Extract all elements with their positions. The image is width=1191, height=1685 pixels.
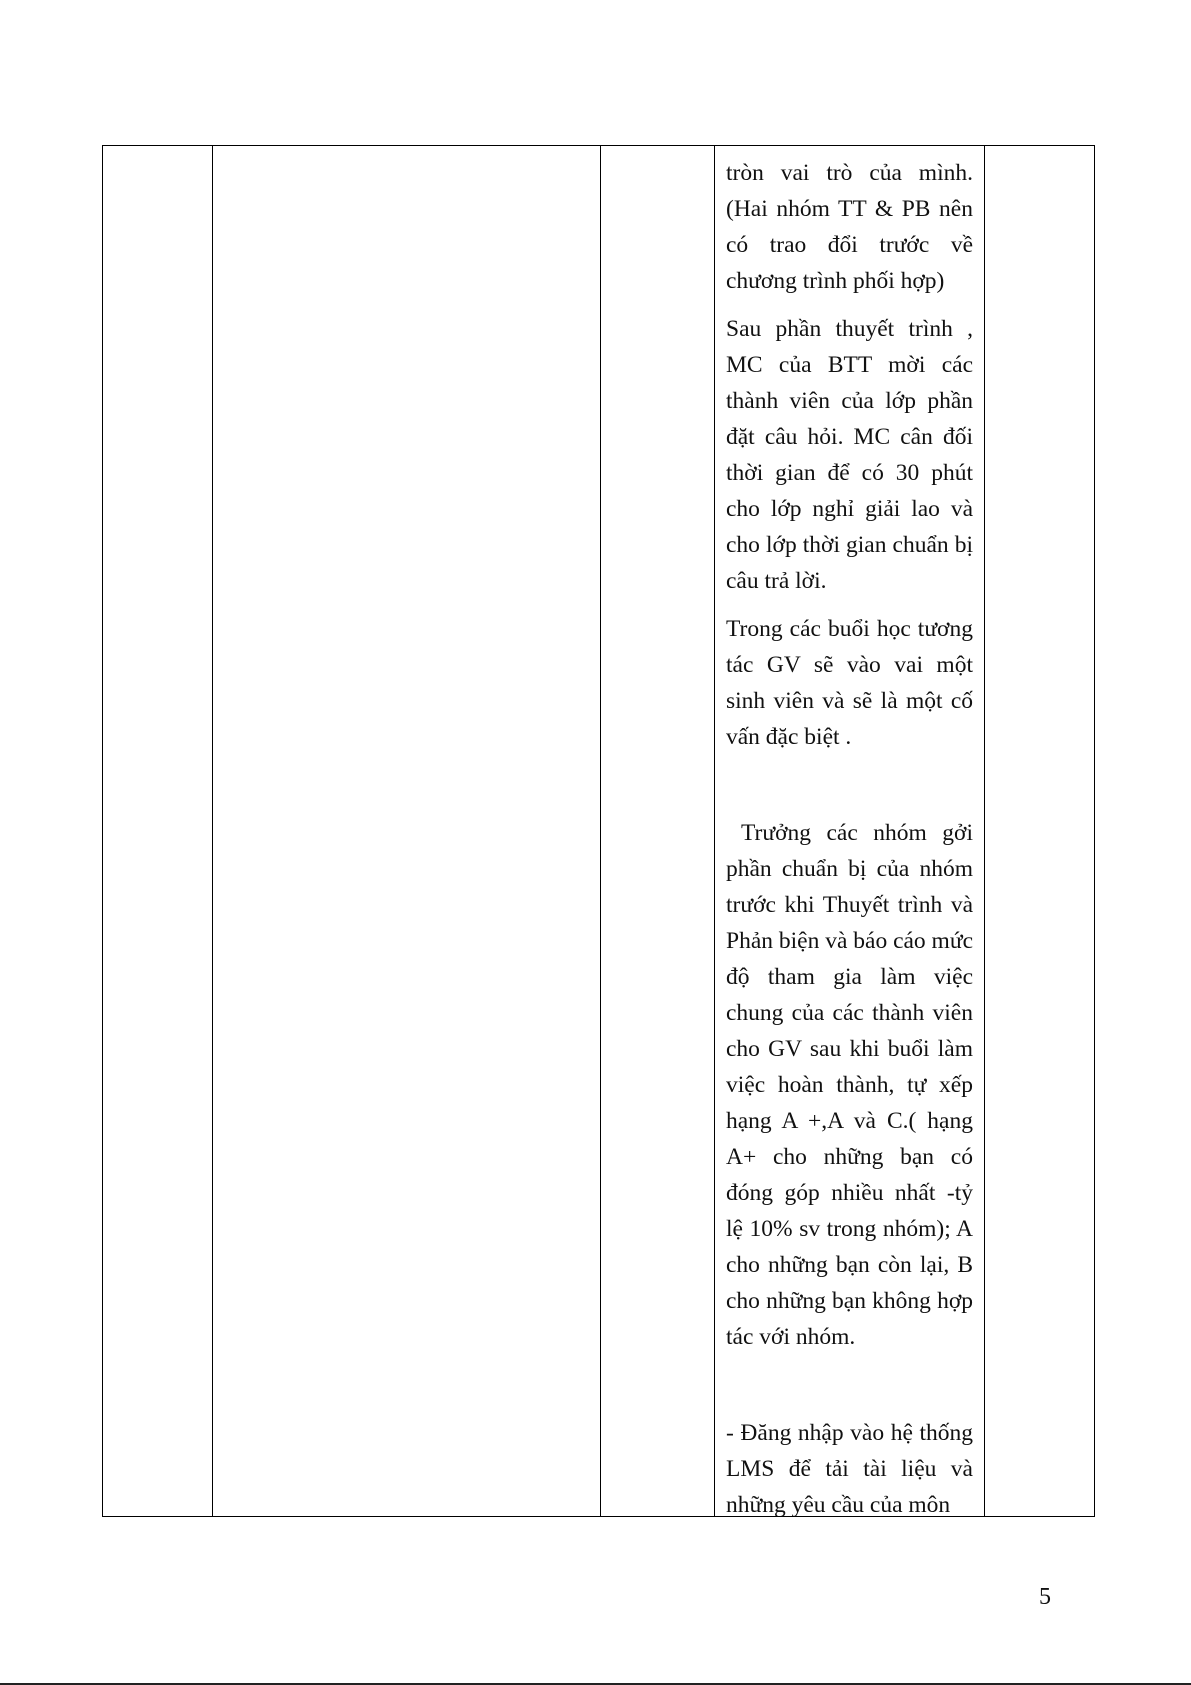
table-cell-col1 xyxy=(103,146,213,1517)
paragraph-group-leaders: Trưởng các nhóm gởi phần chuẩn bị của nhóm trước khi Thuyết trình và Phản biện và báo cáo mức độ tham gia làm việc chung của các thành viên cho GV sau khi buổi làm việc hoàn thành, tự xếp hạng A +,A và C.( hạng A+ cho những bạn có đóng góp nhiều nhất -tỷ lệ 10% sv trong nhóm); A cho những bạn còn lại, B cho những bạn không hợp tác với nhóm. xyxy=(726,820,974,1350)
table-cell-col4 xyxy=(715,146,985,1517)
table-cell-col3 xyxy=(601,146,715,1517)
paragraph-lms-login: - Đăng nhập vào hệ thống LMS để tải tài liệu và những yêu cầu của môn xyxy=(726,1420,973,1516)
paragraph-gv-role: Trong các buổi học tương tác GV sẽ vào vai một sinh viên và sẽ là một cố vấn đặc biệt . xyxy=(726,616,973,750)
table-cell-col5 xyxy=(985,146,1095,1517)
page-number: 5 xyxy=(1039,1584,1051,1610)
syllabus-table xyxy=(102,145,1095,1517)
paragraph-role-discussion: tròn vai trò của mình. (Hai nhóm TT & PB nên có trao đổi trước về chương trình phối hợp) xyxy=(726,160,973,294)
cell-text-block xyxy=(715,146,984,1516)
table-row xyxy=(103,146,1095,1517)
table-cell-col2 xyxy=(213,146,601,1517)
paragraph-mc-questions: Sau phần thuyết trình , MC của BTT mời các thành viên của lớp phần đặt câu hỏi. MC cân đối thời gian để có 30 phút cho lớp nghỉ giải lao và cho lớp thời gian chuẩn bị câu trả lời. xyxy=(726,316,973,594)
